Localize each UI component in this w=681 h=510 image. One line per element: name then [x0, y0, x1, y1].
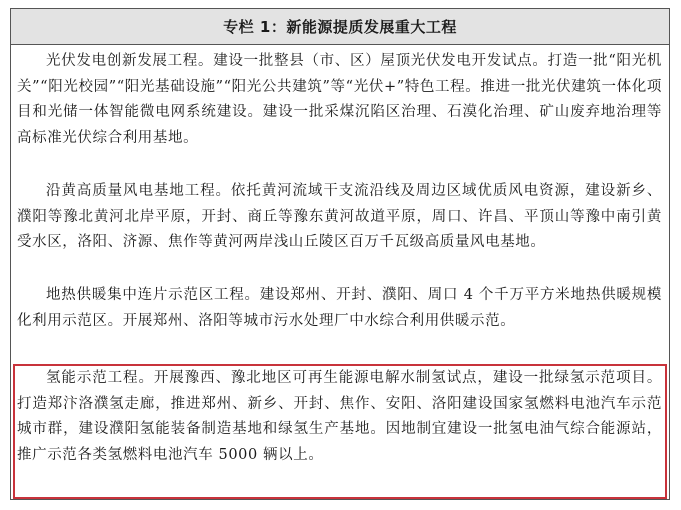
paragraph-solar: 光伏发电创新发展工程。建设一批整县（市、区）屋顶光伏发电开发试点。打造一批“阳光机关”“阳光校园”“阳光基础设施”“阳光公共建筑”等“光伏+”特色工程。推进一批光伏建筑一体化项目和光储一体智能微电网系统建设。建设一批采煤沉陷区治理、石漠化治理、矿山废弃地治理等高标准光伏综合利用基地。	[17, 53, 662, 146]
paragraph-geothermal: 地热供暖集中连片示范区工程。建设郑州、开封、濮阳、周口 4 个千万平方米地热供暖规模化利用示范区。开展郑州、洛阳等城市污水处理厂中水综合利用供暖示范。	[17, 287, 662, 329]
highlight-box	[13, 364, 667, 499]
box-header	[11, 9, 669, 45]
paragraph-wind: 沿黄高质量风电基地工程。依托黄河流域干支流沿线及周边区域优质风电资源，建设新乡、濮阳等豫北黄河北岸平原，开封、商丘等豫东黄河故道平原，周口、许昌、平顶山等豫中南引黄受水区，洛阳、济源、焦作等黄河两岸浅山丘陵区百万千瓦级高质量风电基地。	[17, 183, 662, 250]
paragraph-hydrogen: 氢能示范工程。开展豫西、豫北地区可再生能源电解水制氢试点，建设一批绿氢示范项目。打造郑汴洛濮氢走廊，推进郑州、新乡、开封、焦作、安阳、洛阳建设国家氢燃料电池汽车示范城市群，建设濮阳氢能装备制造基地和绿氢生产基地。因地制宜建设一批氢电油气综合能源站，推广示范各类氢燃料电池汽车 5000 辆以上。	[17, 370, 662, 463]
box-title: 专栏 1：新能源提质发展重大工程	[223, 18, 457, 36]
document-box	[10, 8, 670, 500]
